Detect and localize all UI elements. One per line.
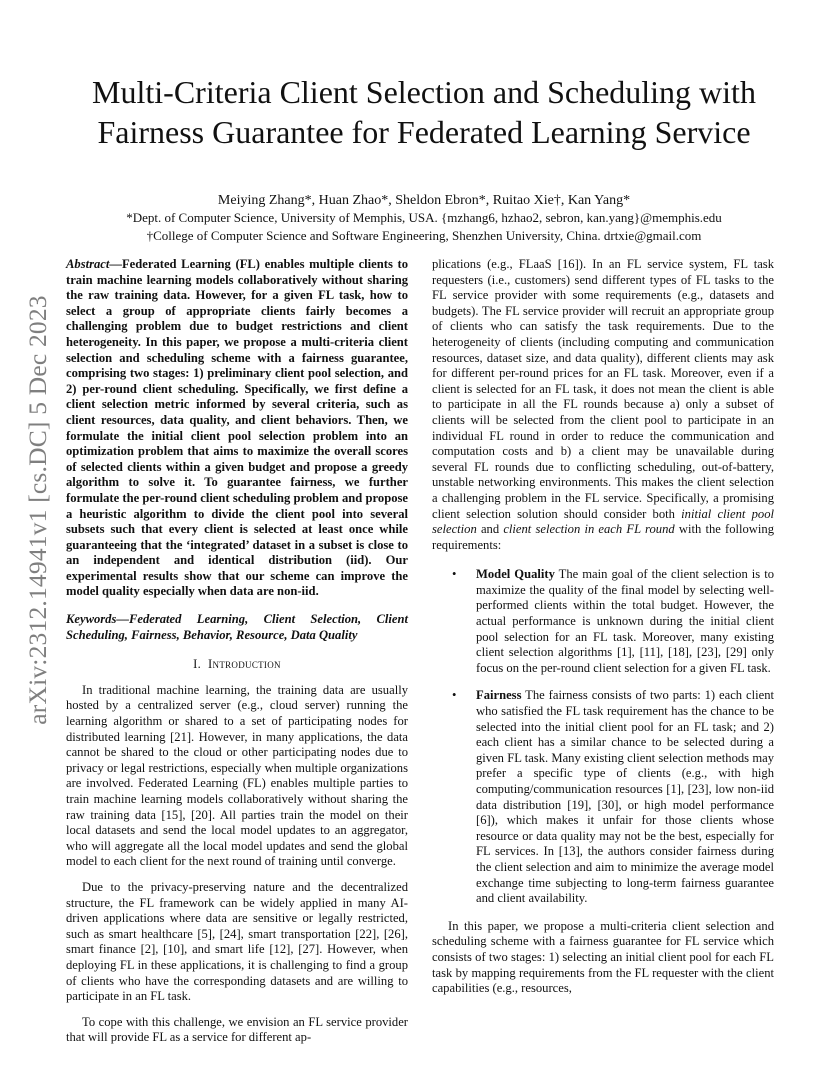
right-p1-text: plications (e.g., FLaaS [16]). In an FL service system, FL task requesters (i.e., customers) send different types of FL tasks to the FL service provider with some requirements (e.g., datasets and budgets). The FL service provider will recruit an appropriate group of clients who can satisfy the task requirements. Due to the heterogeneity of clients (including computing and communication resources, dataset size, and data quality), different clients may ask for different per-round prices for an FL task. Moreover, even if a client is selected for an FL task, it does not mean the client is able to participate in all the FL rounds because a) only a subset of clients will be selected from the client pool to participate in an individual FL round in order to reduce the communication and computation costs and b) a client may be unavailable during several FL rounds due to conflicting scheduling, out-of-battery, unstable networking environments. This makes the client selection a challenging problem in the FL service. Specifically, a promising client selection solution should consider both bbox=[432, 257, 774, 521]
right-p1-emphasis-2: client selection in each FL round bbox=[503, 522, 675, 537]
req1-text: The main goal of the client selection is to maximize the quality of the final model by selecting well-performed clients within the total budget. However, the actual performance is unknown during the initial client pool selection for an FL task. Moreover, many existing client selection algorithms [1], [11], [18], [23], [29] only focus on the per-round client selection for a given FL task. bbox=[476, 567, 774, 675]
requirement-fairness bbox=[476, 688, 774, 906]
left-column bbox=[66, 257, 408, 1046]
right-p1-end: with the following requirements: bbox=[432, 522, 774, 552]
right-paragraph-2: In this paper, we propose a multi-criteria client selection and scheduling scheme with a fairness guarantee for FL service which consists of two stages: 1) selecting an initial client pool for each FL task by mapping requirements from the FL requester with the client capabilities (e.g., resources, bbox=[432, 918, 774, 996]
keywords bbox=[66, 612, 408, 643]
right-paragraph-1 bbox=[432, 257, 774, 553]
abstract-lead: Abstract bbox=[66, 257, 110, 271]
right-p1-mid: and bbox=[476, 522, 504, 537]
abstract-text: —Federated Learning (FL) enables multiple clients to train machine learning models collaboratively without sharing the raw training data. However, for a given FL task, how to select a group of appropriate clients fairly becomes a challenging problem due to budget restrictions and client heterogeneity. In this paper, we propose a multi-criteria client selection and scheduling scheme with a fairness guarantee, comprising two stages: 1) preliminary client pool selection, and 2) per-round client scheduling. Specifically, we first define a client selection metric informed by several criteria, such as client resources, data quality, and client behaviors. Then, we formulate the initial client pool selection problem into an optimization problem that aims to maximize the overall scores of selected clients within a given budget and propose a greedy algorithm to solve it. To guarantee fairness, we further formulate the per-round client scheduling problem and propose a heuristic algorithm to divide the client pool into several subsets such that every client is selected at least once while guaranteeing that the ‘integrated’ dataset in a subset is close to an independent and identical distribution (iid). Our experimental results show that our scheme can improve the model quality especially when data are non-iid. bbox=[66, 257, 408, 599]
intro-paragraph-1: In traditional machine learning, the training data are usually hosted by a centralized server (e.g., cloud server) running the learning algorithm or shared to a set of participating nodes for distributed learning [21]. However, in many applications, the data cannot be shared to the cloud or other participating nodes due to privacy or legal restrictions, especially when multiple organizations are involved. Federated Learning (FL) enables multiple parties to train machine learning models collaboratively without sharing the raw training data [15], [20]. All parties train the model on their local datasets and send the local model updates to an aggregator, who will aggregate all the local model updates and send the global model to each client for the next round of training until converge. bbox=[66, 682, 408, 869]
section-title: Introduction bbox=[208, 657, 281, 672]
right-column bbox=[432, 257, 774, 997]
req2-title: Fairness bbox=[476, 688, 522, 703]
keywords-text: —Federated Learning, Client Selection, Client Scheduling, Fairness, Behavior, Resource, Data Quality bbox=[66, 612, 408, 642]
section-heading bbox=[66, 657, 408, 673]
section-number: I. bbox=[193, 657, 202, 672]
paper-title bbox=[60, 72, 788, 152]
requirements-list bbox=[432, 567, 774, 906]
affiliations bbox=[60, 209, 788, 245]
title-line-2: Fairness Guarantee for Federated Learning Service bbox=[97, 114, 751, 150]
intro-paragraph-3: To cope with this challenge, we envision an FL service provider that will provide FL as a service for different ap- bbox=[66, 1014, 408, 1045]
author-list: Meiying Zhang*, Huan Zhao*, Sheldon Ebron*, Ruitao Xie†, Kan Yang* bbox=[217, 193, 631, 208]
req2-text: The fairness consists of two parts: 1) each client who satisfied the FL task requirement has the chance to be selected into the initial client pool for an FL task; and 2) each client has a similar chance to be selected during a given FL task. Many existing client selection methods may prefer a specific type of clients (e.g., with high computing/communication resources [1], [23], low non-iid data distribution [19], [30], or high model performance [6]), which makes it unfair for those clients whose resource or data quality may not be the best, especially for FL services. In [13], the authors consider fairness during the client selection and aim to minimize the average model exchange time subjecting to long-term fairness guarantee and client availability. bbox=[476, 688, 774, 906]
intro-paragraph-2: Due to the privacy-preserving nature and the decentralized structure, the FL framework can be widely applied in many AI-driven applications where data are sensitive or legally restricted, such as smart healthcare [5], [24], smart transportation [22], [26], smart finance [2], [10], and smart life [12], [27]. However, when deploying FL in these applications, it is challenging to find a group of clients who have the corresponding datasets and are willing to participate in an FL task. bbox=[66, 879, 408, 1004]
right-p1-emphasis-1: initial client pool selection bbox=[432, 506, 775, 537]
affiliation-1: *Dept. of Computer Science, University of Memphis, USA. {mzhang6, hzhao2, sebron, kan.yang}@memphis.edu bbox=[126, 210, 722, 225]
title-line-1: Multi-Criteria Client Selection and Scheduling with bbox=[92, 74, 756, 110]
requirement-model-quality bbox=[476, 567, 774, 676]
abstract bbox=[66, 257, 408, 600]
keywords-lead: Keywords bbox=[66, 612, 117, 627]
arxiv-identifier bbox=[18, 290, 58, 730]
arxiv-id-text: arXiv:2312.14941v1 [cs.DC] 5 Dec 2023 bbox=[23, 295, 52, 725]
req1-title: Model Quality bbox=[476, 567, 555, 582]
affiliation-2: †College of Computer Science and Software Engineering, Shenzhen University, China. drtxie@gmail.com bbox=[146, 228, 702, 243]
